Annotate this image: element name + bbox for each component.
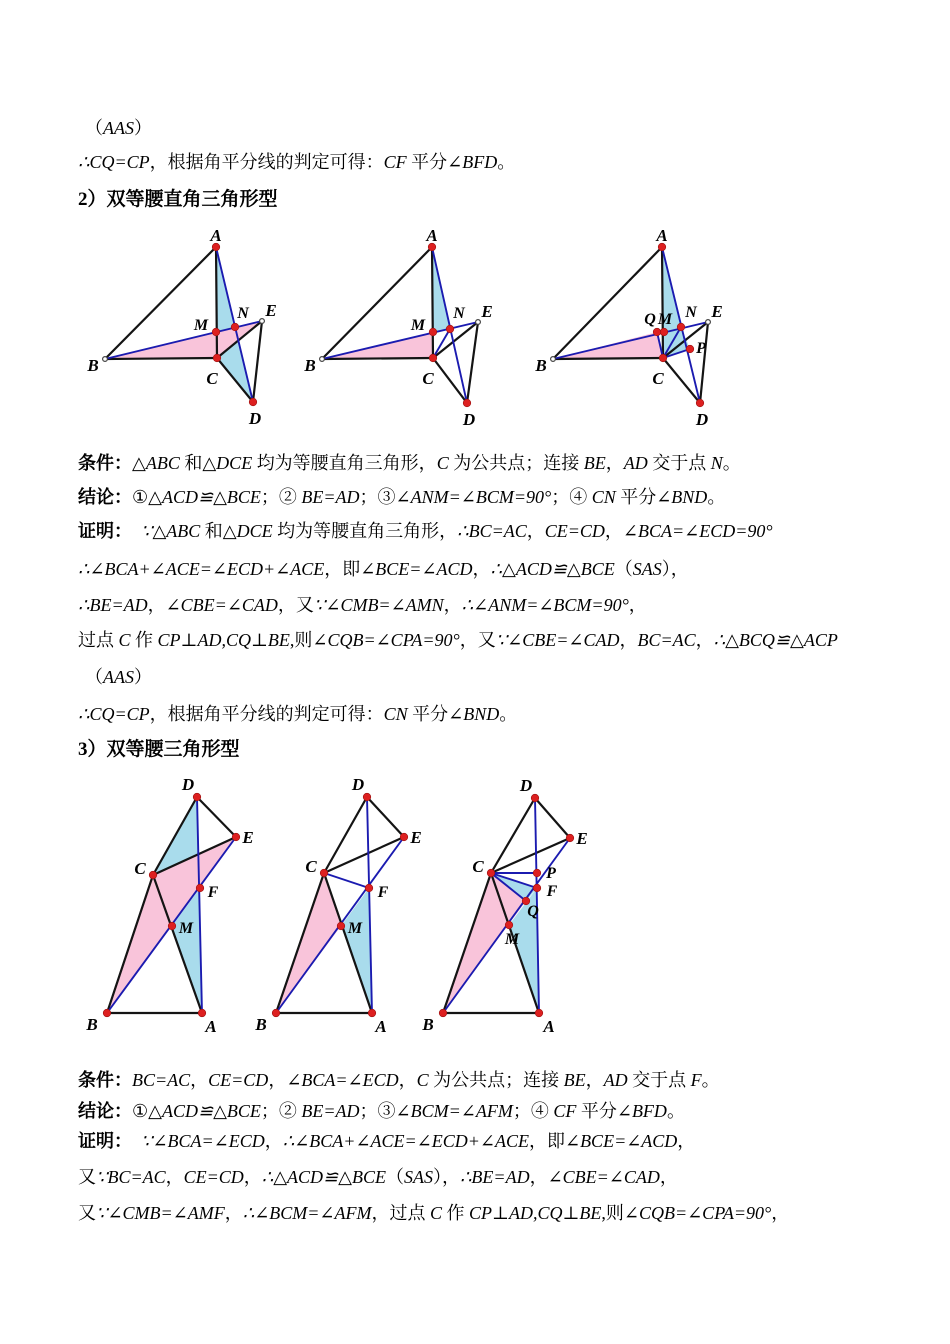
proof-1-line-5 — [85, 666, 152, 689]
proof-1-line-6-segment: ∴CQ=CP — [78, 704, 150, 724]
proof-2-line-3-segment: ∵∠CMB=∠AMF — [96, 1203, 225, 1223]
heading-section-3-segment: 3）双等腰三角形型 — [78, 739, 240, 760]
condition-2 — [78, 1069, 720, 1092]
proof-1-line-1-segment: CE=CD — [544, 521, 605, 541]
condition-1-segment: 和 — [179, 453, 203, 473]
proof-1-line-3-segment: ， — [147, 595, 166, 615]
conclusion-1-segment: ；③ — [359, 487, 396, 507]
proof-1-line-2-segment: ，即 — [324, 559, 361, 579]
conclusion-2-segment: ；③ — [359, 1101, 396, 1121]
fig-double-isosceles-right-1-label-C: C — [206, 369, 218, 388]
condition-2-segment: ， — [398, 1070, 417, 1090]
proof-2-line-3-segment: 作 — [442, 1203, 470, 1223]
condition-1-segment: 交于点 — [647, 453, 711, 473]
fig-double-isosceles-2-label-A: A — [375, 1017, 387, 1036]
proof-1-line-4-segment: 作 — [130, 630, 158, 650]
condition-1-segment: △DCE — [202, 453, 253, 473]
condition-1-segment: 为公共点；连接 — [448, 453, 584, 473]
fig-double-isosceles-3-label-Q: Q — [527, 903, 539, 920]
proof-1-line-6-segment: ，根据角平分线的判定可得： — [149, 704, 384, 724]
conclusion-1-segment: 结论： — [78, 487, 132, 507]
fig-double-isosceles-right-3-label-B: B — [535, 356, 547, 375]
proof-2-line-2-segment: ）， — [432, 1167, 460, 1187]
proof-2-line-3-segment: ∠CQB=∠CPA=90° — [623, 1203, 772, 1223]
proof-1-line-6 — [78, 703, 517, 726]
condition-1-segment: 。 — [722, 453, 741, 473]
heading-section-3 — [78, 738, 240, 761]
fig-double-isosceles-2-label-E: E — [410, 828, 422, 847]
fig-double-isosceles-right-3-label-M: M — [657, 311, 673, 328]
proof-1-line-6-segment: 。 — [499, 704, 518, 724]
conclusion-1-segment: BE=AD — [301, 487, 360, 507]
fig-double-isosceles-2-label-D: D — [351, 775, 365, 794]
fig-double-isosceles-3-label-E: E — [576, 829, 588, 848]
condition-1-segment: AD — [623, 453, 648, 473]
proof-1-line-1-segment: 和 — [200, 521, 223, 541]
line-aas-top-segment: AAS — [103, 118, 134, 138]
fig-double-isosceles-1-label-C: C — [134, 859, 146, 878]
condition-1 — [78, 452, 741, 475]
proof-1-line-5-segment: AAS — [103, 667, 134, 687]
proof-2-line-2-segment: ， — [243, 1167, 262, 1187]
proof-2-line-1-segment: ， — [677, 1131, 696, 1151]
fig-double-isosceles-3-label-A: A — [543, 1017, 555, 1036]
fig-double-isosceles-right-1-label-A: A — [210, 226, 222, 245]
condition-1-segment: C — [436, 453, 449, 473]
condition-1-segment: N — [710, 453, 723, 473]
fig-double-isosceles-right-2-label-B: B — [304, 356, 316, 375]
fig-double-isosceles-right-2-label-M: M — [410, 317, 426, 334]
condition-2-segment: ， — [585, 1070, 604, 1090]
proof-1-line-2-segment: （ — [614, 559, 633, 579]
fig-double-isosceles-3-label-D: D — [519, 776, 533, 795]
conclusion-2-segment: ① — [132, 1101, 149, 1121]
line-conclusion-top — [78, 151, 515, 174]
fig-double-isosceles-right-1-label-N: N — [237, 305, 249, 322]
condition-2-segment: CE=CD — [208, 1070, 269, 1090]
proof-1-line-2-segment: ∠BCE=∠ACD — [360, 559, 473, 579]
proof-2-line-2-segment: SAS — [403, 1167, 433, 1187]
proof-2-line-3-segment: ， — [224, 1203, 243, 1223]
proof-1-line-3-segment: ∴BE=AD — [78, 595, 148, 615]
fig-double-isosceles-right-3-label-D: D — [695, 410, 709, 429]
fig-double-isosceles-1-label-A: A — [205, 1017, 217, 1036]
proof-1-line-2 — [78, 558, 689, 581]
line-conclusion-top-segment: CF — [383, 152, 407, 172]
proof-1-line-2-segment: SAS — [632, 559, 662, 579]
fig-double-isosceles-right-3-label-Q: Q — [644, 311, 656, 328]
proof-1-line-4-segment: C — [118, 630, 131, 650]
fig-double-isosceles-1-label-B: B — [86, 1015, 98, 1034]
conclusion-2-segment: 。 — [666, 1101, 685, 1121]
proof-2-line-1 — [78, 1130, 695, 1153]
proof-1-line-1-segment: ， — [604, 521, 623, 541]
fig-double-isosceles-right-1-label-M: M — [193, 317, 209, 334]
heading-section-2 — [78, 188, 278, 211]
conclusion-1-segment: 。 — [707, 487, 726, 507]
proof-1-line-6-segment: ∠BND — [448, 704, 500, 724]
condition-2-segment: AD — [603, 1070, 628, 1090]
fig-double-isosceles-1-label-M: M — [178, 920, 194, 937]
proof-1-line-4-segment: ∴△BCQ≌△ACP — [713, 630, 838, 650]
proof-2-line-3-segment: 又 — [78, 1203, 96, 1223]
condition-1-segment: ， — [605, 453, 624, 473]
proof-1-line-4-segment: 过点 — [78, 630, 119, 650]
proof-1-line-1-segment — [123, 521, 141, 541]
conclusion-1-segment: ∠BND — [656, 487, 708, 507]
conclusion-1-segment: ；④ — [551, 487, 592, 507]
condition-2-segment: ∠BCA=∠ECD — [286, 1070, 399, 1090]
proof-1-line-5-segment: （ — [85, 667, 103, 687]
proof-1-line-4-segment: ， — [619, 630, 638, 650]
fig-double-isosceles-right-3-label-N: N — [685, 304, 697, 321]
fig-double-isosceles-2-label-F: F — [377, 884, 389, 901]
fig-double-isosceles-3-label-C: C — [472, 857, 484, 876]
heading-section-2-segment: 2）双等腰直角三角形型 — [78, 189, 278, 210]
proof-2-line-2-segment: ， — [529, 1167, 548, 1187]
proof-2-line-2-segment: CE=CD — [183, 1167, 244, 1187]
proof-2-line-3-segment: ,则 — [601, 1203, 624, 1223]
fig-double-isosceles-1-label-D: D — [181, 775, 195, 794]
proof-2-line-1-segment: ，即 — [528, 1131, 565, 1151]
proof-2-line-1-segment: ∵∠BCA=∠ECD — [141, 1131, 265, 1151]
proof-2-line-1-segment: 证明： — [78, 1131, 123, 1151]
proof-1-line-3-segment: ∵∠CMB=∠AMN — [313, 595, 444, 615]
condition-2-segment: 交于点 — [627, 1070, 691, 1090]
fig-double-isosceles-right-1-label-E: E — [265, 301, 277, 320]
fig-double-isosceles-2-label-B: B — [255, 1015, 267, 1034]
line-aas-top — [85, 117, 152, 140]
fig-double-isosceles-1-label-E: E — [242, 828, 254, 847]
line-conclusion-top-segment: ，根据角平分线的判定可得： — [149, 152, 384, 172]
fig-double-isosceles-right-3-label-A: A — [656, 226, 668, 245]
condition-2-segment: 条件： — [78, 1070, 132, 1090]
proof-1-line-1-segment: ∴BC=AC — [457, 521, 527, 541]
proof-2-line-2-segment: 又 — [78, 1167, 96, 1187]
proof-2-line-2-segment: ， — [165, 1167, 184, 1187]
proof-1-line-1-segment: 证明： — [78, 521, 123, 541]
proof-1-line-4-segment: CP⊥AD,CQ⊥BE — [157, 630, 290, 650]
proof-2-line-2-segment: ∴△ACD≌△BCE — [261, 1167, 386, 1187]
proof-1-line-4-segment: ∠CQB=∠CPA=90° — [312, 630, 460, 650]
condition-1-segment: 条件： — [78, 453, 132, 473]
proof-2-line-1-segment: ， — [264, 1131, 283, 1151]
proof-1-line-2-segment: ）， — [661, 559, 689, 579]
fig-double-isosceles-3-label-P: P — [546, 865, 556, 882]
proof-1-line-6-segment: CN — [383, 704, 408, 724]
proof-2-line-3-segment: C — [430, 1203, 443, 1223]
proof-2-line-3-segment: ∴∠BCM=∠AFM — [242, 1203, 372, 1223]
proof-1-line-6-segment: 平分 — [407, 704, 449, 724]
proof-1-line-3 — [78, 594, 647, 617]
conclusion-1-segment: △ACD≌△BCE — [148, 487, 261, 507]
line-aas-top-segment: （ — [85, 118, 103, 138]
proof-1-line-3-segment: ， — [443, 595, 462, 615]
condition-1-segment: BE — [583, 453, 606, 473]
condition-2-segment: BC=AC — [132, 1070, 191, 1090]
proof-2-line-1-segment — [123, 1131, 141, 1151]
fig-double-isosceles-3-label-M: M — [504, 931, 520, 948]
proof-1-line-3-segment: ∴∠ANM=∠BCM=90° — [461, 595, 629, 615]
fig-double-isosceles-3-label-F: F — [546, 883, 558, 900]
line-conclusion-top-segment: ∠BFD — [447, 152, 498, 172]
conclusion-2-segment: ∠BFD — [616, 1101, 667, 1121]
line-conclusion-top-segment: 。 — [497, 152, 516, 172]
proof-1-line-2-segment: ， — [472, 559, 491, 579]
proof-2-line-2-segment: ， — [659, 1167, 678, 1187]
proof-1-line-1-segment: ， — [526, 521, 545, 541]
proof-2-line-2-segment: ∵BC=AC — [96, 1167, 166, 1187]
line-conclusion-top-segment: 平分 — [406, 152, 448, 172]
proof-1-line-1-segment: △DCE — [222, 521, 273, 541]
proof-1-line-1 — [78, 520, 773, 543]
conclusion-1-segment: ∠ANM=∠BCM=90° — [395, 487, 552, 507]
proof-1-line-4-segment: ∵∠CBE=∠CAD — [495, 630, 620, 650]
proof-2-line-1-segment: ∠BCE=∠ACD — [564, 1131, 678, 1151]
line-aas-top-segment: ） — [134, 118, 152, 138]
fig-double-isosceles-right-3-label-P: P — [696, 340, 706, 357]
conclusion-2-segment: △ACD≌△BCE — [148, 1101, 261, 1121]
proof-1-line-3-segment: ，又 — [277, 595, 314, 615]
fig-double-isosceles-right-2-label-D: D — [462, 410, 476, 429]
condition-2-segment: F — [690, 1070, 702, 1090]
conclusion-2-segment: 平分 — [576, 1101, 617, 1121]
proof-1-line-3-segment: ∠CBE=∠CAD — [165, 595, 278, 615]
proof-2-line-1-segment: ∴∠BCA+∠ACE=∠ECD+∠ACE — [282, 1131, 529, 1151]
proof-2-line-3-segment: ，过点 — [371, 1203, 430, 1223]
conclusion-2-segment: ；② — [260, 1101, 302, 1121]
proof-1-line-3-segment: ， — [628, 595, 647, 615]
condition-2-segment: 为公共点；连接 — [428, 1070, 564, 1090]
fig-double-isosceles-3-label-B: B — [422, 1015, 434, 1034]
proof-2-line-2-segment: ∴BE=AD — [459, 1167, 530, 1187]
proof-1-line-4-segment: ,则 — [289, 630, 313, 650]
conclusion-2-segment: 结论： — [78, 1101, 132, 1121]
condition-2-segment: BE — [563, 1070, 586, 1090]
proof-1-line-2-segment: ∴∠BCA+∠ACE=∠ECD+∠ACE — [78, 559, 325, 579]
conclusion-2-segment: BE=AD — [301, 1101, 360, 1121]
condition-1-segment: 均为等腰直角三角形， — [252, 453, 437, 473]
conclusion-1-segment: ① — [132, 487, 149, 507]
conclusion-1-segment: ；② — [260, 487, 302, 507]
condition-2-segment: C — [416, 1070, 429, 1090]
proof-2-line-3 — [78, 1202, 789, 1225]
fig-double-isosceles-2-label-M: M — [347, 920, 363, 937]
fig-double-isosceles-1-label-F: F — [207, 884, 219, 901]
fig-double-isosceles-right-1-label-D: D — [248, 409, 262, 428]
proof-1-line-4-segment: ，又 — [459, 630, 496, 650]
fig-double-isosceles-2-label-C: C — [305, 857, 317, 876]
conclusion-1-segment: CN — [591, 487, 616, 507]
proof-2-line-2-segment: （ — [385, 1167, 404, 1187]
conclusion-2-segment: ∠BCM=∠AFM — [395, 1101, 513, 1121]
proof-2-line-2-segment: ∠CBE=∠CAD — [547, 1167, 660, 1187]
condition-2-segment: ， — [190, 1070, 209, 1090]
proof-2-line-3-segment: ， — [771, 1203, 790, 1223]
fig-double-isosceles-right-1-label-B: B — [87, 356, 99, 375]
fig-double-isosceles-right-3-label-C: C — [652, 369, 664, 388]
line-conclusion-top-segment: ∴CQ=CP — [78, 152, 150, 172]
proof-1-line-4-segment: ， — [695, 630, 714, 650]
condition-2-segment: 。 — [701, 1070, 720, 1090]
proof-1-line-1-segment: ∵△ABC — [141, 521, 201, 541]
proof-1-line-5-segment: ） — [134, 667, 152, 687]
proof-1-line-4-segment: BC=AC — [637, 630, 696, 650]
condition-2-segment: ， — [268, 1070, 287, 1090]
conclusion-2-segment: CF — [553, 1101, 577, 1121]
fig-double-isosceles-right-2-label-E: E — [481, 302, 493, 321]
conclusion-1-segment: 平分 — [615, 487, 657, 507]
conclusion-1 — [78, 486, 725, 509]
proof-1-line-1-segment: 均为等腰直角三角形， — [272, 521, 458, 541]
fig-double-isosceles-right-3-label-E: E — [711, 302, 723, 321]
fig-double-isosceles-right-2-label-A: A — [426, 226, 438, 245]
proof-1-line-4 — [78, 629, 838, 652]
proof-1-line-1-segment: ∠BCA=∠ECD=90° — [622, 521, 773, 541]
conclusion-2-segment: ；④ — [512, 1101, 554, 1121]
fig-double-isosceles-right-2-label-N: N — [453, 305, 465, 322]
proof-2-line-3-segment: CP⊥AD,CQ⊥BE — [469, 1203, 602, 1223]
proof-1-line-2-segment: ∴△ACD≌△BCE — [490, 559, 615, 579]
proof-2-line-2 — [78, 1166, 678, 1189]
conclusion-2 — [78, 1100, 685, 1123]
fig-double-isosceles-right-2-label-C: C — [422, 369, 434, 388]
condition-1-segment: △ABC — [132, 453, 180, 473]
